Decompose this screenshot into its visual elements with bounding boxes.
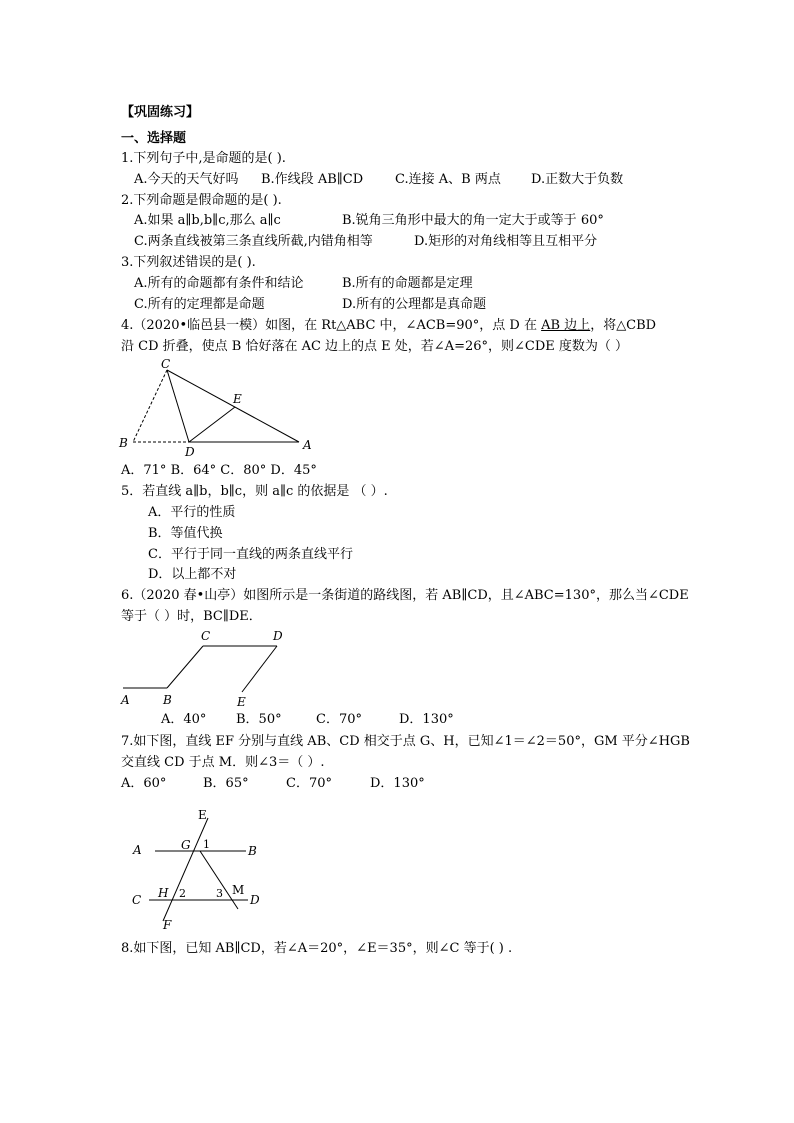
q4-label-e: E — [233, 392, 242, 406]
q6-label-d: D — [273, 629, 283, 643]
q2-option-a: A.如果 a∥b,b∥c,那么 a∥c — [134, 213, 281, 228]
q7-label-c: C — [132, 893, 142, 907]
q2-option-b: B.锐角三角形中最大的角一定大于或等于 60° — [342, 213, 604, 228]
q6-label-a: A — [121, 693, 130, 707]
q4-label-d: D — [185, 445, 195, 459]
q6-label-b: B — [163, 693, 172, 707]
q7-label-angle-1: 1 — [203, 838, 210, 851]
q7-line-ef — [163, 818, 208, 921]
q5-option-b: B．等值代换 — [148, 526, 223, 541]
part-title: 一、选择题 — [121, 131, 187, 146]
q7-label-m: M — [232, 883, 245, 897]
q7-transversal-figure — [128, 805, 278, 935]
q7-stem-line2: 交直线 CD 于点 M．则∠3＝（ ）. — [121, 755, 325, 770]
q4-label-c: C — [161, 357, 171, 371]
q7-label-b: B — [248, 844, 257, 858]
q6-segment-bc — [167, 646, 203, 688]
q1-option-a: A.今天的天气好吗 — [134, 172, 239, 187]
q4-dashed-cb — [133, 370, 167, 442]
q3-option-d: D.所有的公理都是真命题 — [342, 297, 487, 312]
q4-stem-line2: 沿 CD 折叠，使点 B 恰好落在 AC 边上的点 E 处，若∠A=26°，则∠CDE 度数为（ ） — [121, 339, 629, 354]
q6-segment-de — [242, 646, 277, 692]
q4-label-a: A — [303, 438, 312, 452]
q1-option-b: B.作线段 AB∥CD — [261, 172, 364, 187]
q2-option-c: C.两条直线被第三条直线所截,内错角相等 — [134, 234, 373, 249]
q6-street-figure — [115, 625, 295, 710]
section-header: 【巩固练习】 — [121, 105, 200, 120]
q7-stem-line1: 7.如下图，直线 EF 分别与直线 AB、CD 相交于点 G、H，已知∠1＝∠2＝50°，GM 平分∠HGB — [121, 734, 690, 749]
q5-option-c: C．平行于同一直线的两条直线平行 — [148, 547, 353, 562]
q1-option-d: D.正数大于负数 — [531, 172, 624, 187]
q4-segment-de — [189, 407, 235, 442]
q4-side-ca — [167, 370, 299, 442]
q7-option-c: C．70° — [286, 776, 332, 791]
q7-option-a: A．60° — [121, 776, 167, 791]
q6-label-c: C — [201, 629, 211, 643]
q7-option-b: B．65° — [203, 776, 249, 791]
q7-label-d: D — [250, 893, 260, 907]
q6-stem-line2: 等于（ ）时，BC∥DE． — [121, 609, 262, 624]
q6-label-e: E — [237, 695, 246, 709]
q7-label-f: F — [163, 918, 172, 932]
q7-option-d: D．130° — [370, 776, 425, 791]
q7-label-a: A — [133, 843, 142, 857]
q3-option-b: B.所有的命题都是定理 — [342, 276, 473, 291]
q1-stem: 1.下列句子中,是命题的是( ). — [121, 151, 286, 166]
q4-segment-cd — [167, 370, 189, 442]
q6-option-a: A．40° — [161, 712, 207, 727]
q5-option-d: D．以上都不对 — [148, 567, 237, 582]
q6-option-d: D．130° — [399, 712, 454, 727]
q7-label-g: G — [181, 838, 191, 852]
q6-option-b: B．50° — [236, 712, 282, 727]
q8-stem: 8.如下图，已知 AB∥CD，若∠A＝20°，∠E＝35°，则∠C 等于( ) . — [121, 941, 513, 956]
q4-options: A．71° B．64° C．80° D．45° — [121, 463, 317, 478]
q4-label-b: B — [119, 436, 128, 450]
q6-option-c: C．70° — [316, 712, 362, 727]
q7-label-angle-3: 3 — [216, 887, 223, 900]
q5-stem: 5．若直线 a∥b，b∥c，则 a∥c 的依据是 （ ）. — [121, 484, 388, 499]
q2-option-d: D.矩形的对角线相等且互相平分 — [414, 234, 598, 249]
q4-triangle-figure — [115, 355, 325, 460]
q7-label-angle-2: 2 — [179, 887, 186, 900]
q5-option-a: A．平行的性质 — [148, 505, 236, 520]
q3-option-c: C.所有的定理都是命题 — [134, 297, 265, 312]
q1-option-c: C.连接 A、B 两点 — [395, 172, 501, 187]
q7-label-e: E — [198, 808, 207, 822]
q4-stem-line1: 4.（2020•临邑县一模）如图，在 Rt△ABC 中，∠ACB=90°，点 D 在 AB 边上，将△CBD — [121, 318, 657, 333]
q3-option-a: A.所有的命题都有条件和结论 — [134, 276, 304, 291]
q7-label-h: H — [158, 886, 169, 900]
q6-stem-line1: 6.（2020 春•山亭）如图所示是一条街道的路线图，若 AB∥CD，且∠ABC=130°，那么当∠CDE — [121, 588, 689, 603]
q3-stem: 3.下列叙述错误的是( ). — [121, 255, 256, 270]
q2-stem: 2.下列命题是假命题的是( ). — [121, 193, 282, 208]
